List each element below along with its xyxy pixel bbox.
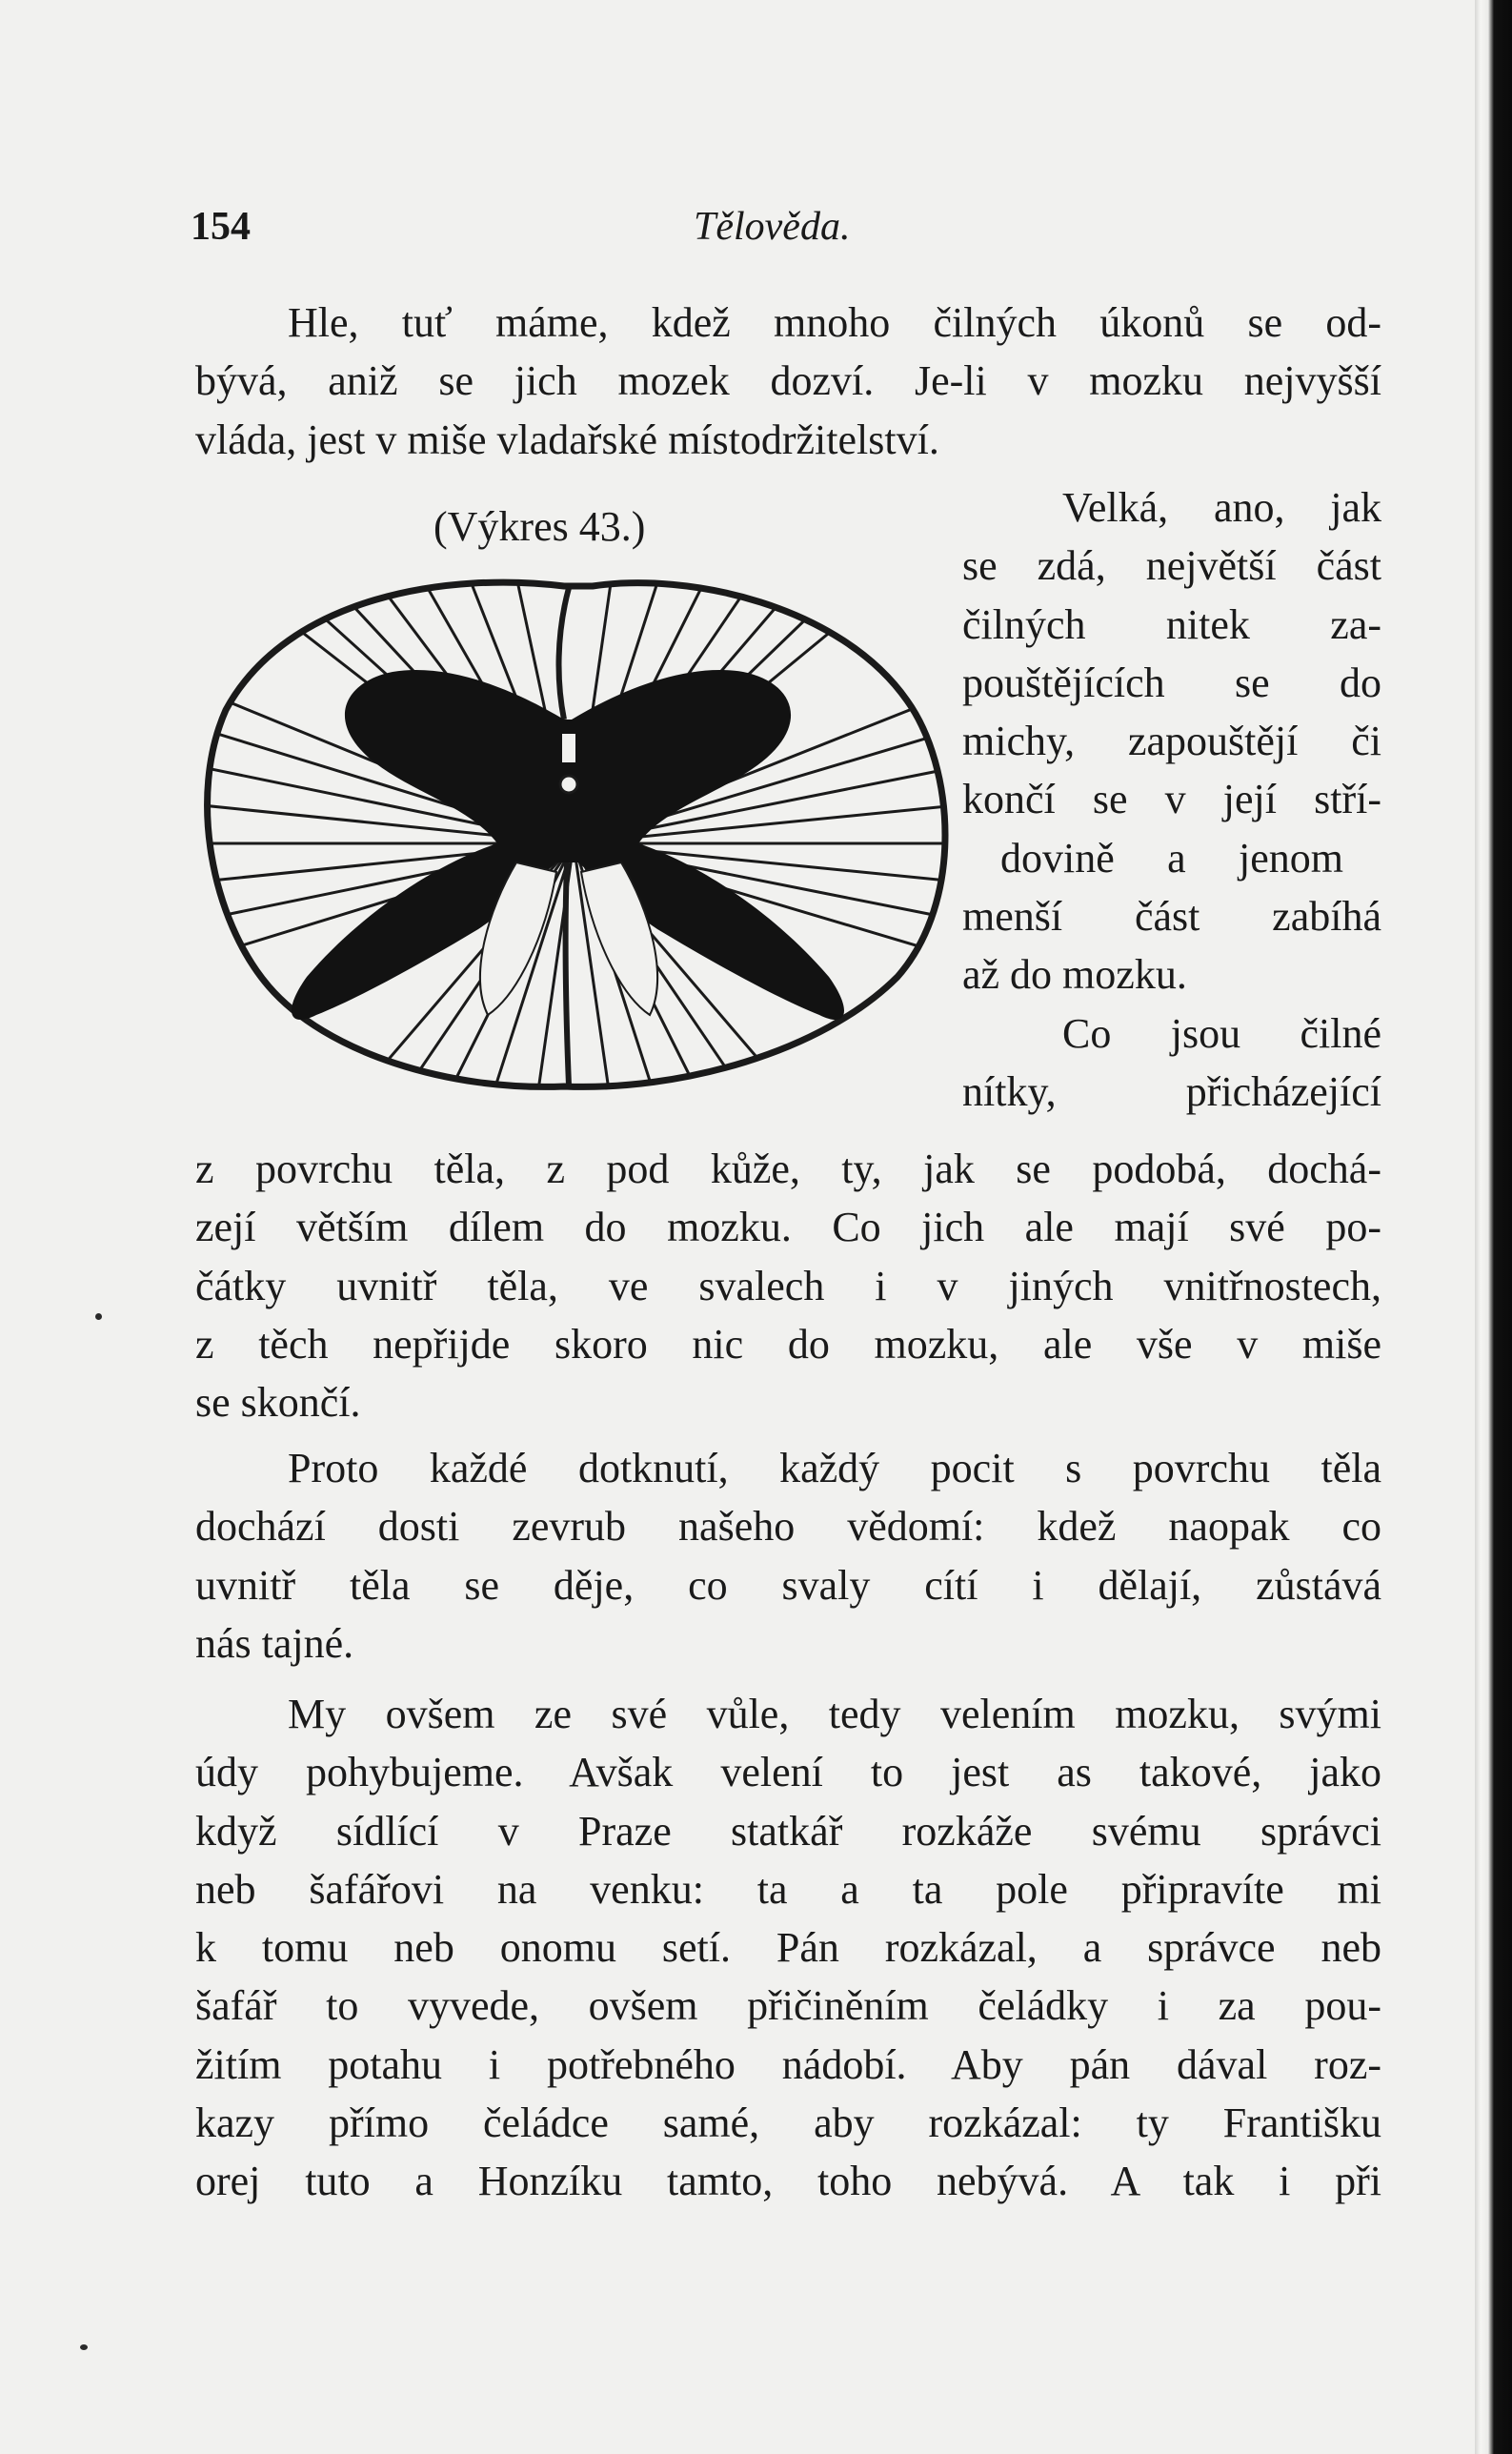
- spinal-cord-figure: [202, 577, 958, 1110]
- text-line: čilných nitek za-: [962, 600, 1381, 648]
- text-line: z povrchu těla, z pod kůže, ty, jak se podobá, dochá-: [195, 1146, 1381, 1192]
- side-column-text: [962, 478, 1381, 1121]
- text-line: Hle, tuť máme, kdež mnoho čilných úkonů se od-: [288, 299, 1381, 346]
- paragraph-continuation: [195, 1140, 1381, 1431]
- text-line: k tomu neb onomu setí. Pán rozkázal, a správce neb: [195, 1924, 1381, 1972]
- paragraph-3: [195, 1685, 1381, 2211]
- text-line: kazy přímo čeládce samé, aby rozkázal: ty Františku: [195, 2099, 1381, 2147]
- text-line: se zdá, největší část: [962, 542, 1381, 590]
- text-line: vláda, jest v miše vladařské místodržitelství.: [195, 416, 939, 463]
- page-number: 154: [191, 205, 251, 249]
- text-line: My ovšem ze své vůle, tedy velením mozku, svými: [288, 1691, 1381, 1737]
- page-header: [191, 198, 1381, 255]
- text-line: bývá, aniž se jich mozek dozví. Je-li v mozku nejvyšší: [195, 357, 1381, 405]
- text-line: pouštějících se do: [962, 659, 1381, 706]
- text-line: michy, zapouštějí či: [962, 718, 1381, 765]
- text-line: se skončí.: [195, 1379, 361, 1427]
- figure-caption: (Výkres 43.): [433, 503, 646, 550]
- text-line: šafář to vyvede, ovšem přičiněním čeládky i za pou-: [195, 1982, 1381, 2030]
- paper-speck: [95, 1313, 102, 1320]
- paragraph-2: [195, 1439, 1381, 1673]
- text-line: neb šafářovi na venku: ta a ta pole připravíte mi: [195, 1865, 1381, 1913]
- text-line: Co jsou čilné: [1062, 1009, 1381, 1057]
- text-line: Proto každé dotknutí, každý pocit s povrchu těla: [288, 1445, 1381, 1491]
- text-line: z těch nepřijde skoro nic do mozku, ale vše v miše: [195, 1320, 1381, 1368]
- text-line: když sídlící v Praze statkář rozkáže svému správci: [195, 1807, 1381, 1855]
- text-line: nítky, přicházející: [962, 1067, 1381, 1115]
- text-line: žitím potahu i potřebného nádobí. Aby pán dával roz-: [195, 2040, 1381, 2088]
- text-line: dovině a jenom: [1000, 834, 1343, 882]
- text-line: orej tuto a Honzíku tamto, toho nebývá. A tak i při: [195, 2158, 1381, 2205]
- text-line: až do mozku.: [962, 951, 1187, 999]
- paper-speck: [80, 2344, 88, 2350]
- text-line: končí se v její stří-: [962, 776, 1381, 823]
- spinal-cord-cross-section-icon: [202, 577, 958, 1110]
- page-edge: [1475, 0, 1512, 2454]
- text-line: Velká, ano, jak: [1062, 484, 1381, 531]
- text-line: čátky uvnitř těla, ve svalech i v jiných vnitřnostech,: [195, 1262, 1381, 1309]
- text-line: dochází dosti zevrub našeho vědomí: kdež naopak co: [195, 1503, 1381, 1551]
- running-title: Tělověda.: [694, 205, 851, 249]
- text-line: uvnitř těla se děje, co svaly cítí i dělají, zůstává: [195, 1561, 1381, 1609]
- text-line: nás tajné.: [195, 1619, 354, 1667]
- text-line: zejí větším dílem do mozku. Co jich ale mají své po-: [195, 1204, 1381, 1251]
- intro-paragraph: [195, 294, 1381, 469]
- text-line: menší část zabíhá: [962, 893, 1381, 941]
- text-line: údy pohybujeme. Avšak velení to jest as takové, jako: [195, 1749, 1381, 1796]
